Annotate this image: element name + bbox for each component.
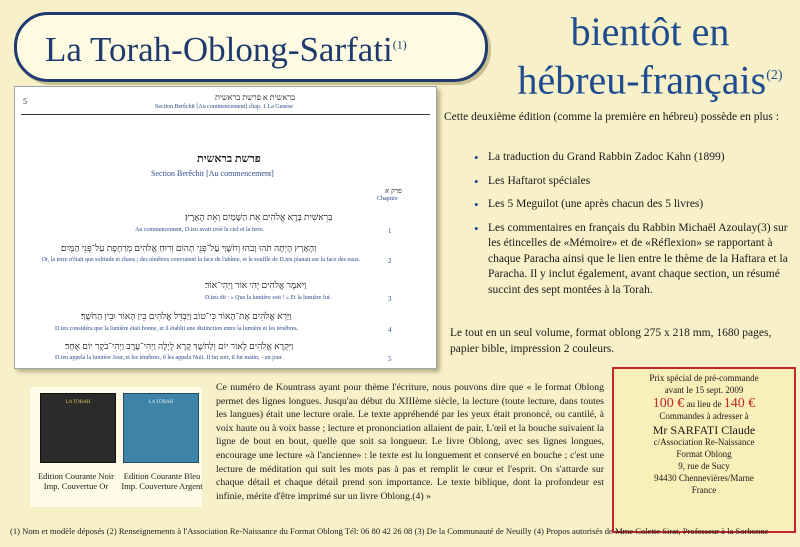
verse-number: 3 — [388, 295, 392, 303]
soon-heading: bientôt en hébreu-français$^{(2)}$ — [517, 9, 783, 103]
preview-chapter-label: Chapitre — [377, 196, 398, 202]
title-box — [14, 12, 488, 82]
cover-title: LA TORAH — [65, 400, 91, 405]
caption-blue-edition: Edition Courante Bleu Imp. Couverture Argent — [121, 471, 203, 491]
list-item: • Les Haftarot spéciales — [474, 173, 591, 189]
verse-hebrew: וַיִּקְרָא אֱלֹהִים לָאוֹר יוֹם וְלַחֹשֶׁךְ קָרָא לָיְלָה וַיְהִי־עֶרֶב וַיְהִי־בֹקֶר יוֹם אֶחָד׃ — [65, 341, 294, 351]
bullet-icon: • — [474, 173, 479, 189]
list-item: • Les commentaires en français du Rabbin Michaël Azoulay(3) sur les étincelles de «Mémoire» et de «Réflexion» se rapportant à chaque Paracha ainsi que le lien entre le thème de la Haftara et la Paracha. Il y inclut également, avant chaque section, un résumé succint des sept montées à la Torah. — [474, 220, 788, 296]
main-title: La Torah-Oblong-Sarfati$^{(1)}$ — [45, 30, 407, 69]
contact-name: Mr SARFATI Claude — [652, 423, 756, 437]
verse-hebrew: וַיֹּאמֶר אֱלֹהִים יְהִי אוֹר וַיְהִי־אוֹר׃ — [205, 280, 307, 290]
verse-number: 4 — [388, 326, 392, 334]
caption-black-edition: Edition Courante Noir Imp. Couvertue Or — [37, 471, 114, 491]
preview-rule — [21, 114, 430, 115]
preview-running-head-french: Section Berêchit [Au commencement] chap. 1 La Genèse — [155, 104, 293, 110]
verse-hebrew: וְהָאָרֶץ הָיְתָה תֹהוּ וָבֹהוּ וְחֹשֶׁךְ עַל־פְּנֵי תְהוֹם וְרוּחַ אֱלֹהִים מְרַחֶפֶת עַל־פְּנֵי הַמָּיִם׃ — [61, 243, 317, 253]
page-preview — [14, 86, 437, 369]
preview-hebrew-heading: פרשת בראשית — [197, 153, 261, 165]
verse-hebrew: בְּרֵאשִׁית בָּרָא אֱלֹהִים אֵת הַשָּׁמַיִם וְאֵת הָאָרֶץ׃ — [185, 212, 333, 222]
verse-french: D.ieu considéra que la lumière était bonne, et il établit une distinction entre la lumière et les ténèbres. — [55, 326, 299, 332]
intro-paragraph: Cette deuxième édition (comme la première en hébreu) possède en plus : — [444, 111, 779, 123]
feature-list — [474, 150, 794, 306]
preview-running-head-hebrew: בראשית א פרשת בראשית — [215, 93, 295, 102]
preview-page-number: 5 — [23, 97, 27, 106]
verse-french: Or, la terre n'était que solitude et chaos ; des ténèbres couvraient la face de l'abîme, et le souffle de D.ieu planait sur la face des eaux. — [41, 257, 361, 263]
verse-number: 5 — [388, 355, 392, 363]
verse-hebrew: וַיַּרְא אֱלֹהִים אֶת־הָאוֹר כִּי־טוֹב וַיַּבְדֵּל אֱלֹהִים בֵּין הָאוֹר וּבֵין הַחֹשֶׁךְ׃ — [81, 311, 292, 321]
bullet-icon: • — [474, 197, 479, 212]
verse-french: D.ieu appela la lumière Jour, et les ténèbres, il les appela Nuit. Il fut soir, il fut matin, - un jour. — [55, 355, 283, 361]
bullet-icon: • — [474, 220, 479, 236]
book-cover-blue — [123, 393, 199, 463]
summary-paragraph: Le tout en un seul volume, format oblong 275 x 218 mm, 1680 pages, papier bible, impression 2 couleurs. — [450, 327, 772, 355]
verse-french: Au commencement, D.ieu avait créé le ciel et la terre. — [135, 227, 265, 233]
list-item: • La traduction du Grand Rabbin Zadoc Kahn (1899) — [474, 150, 725, 165]
footnotes: (1) Nom et modèle déposés (2) Renseignements à l'Association Re-Naissance du Format Oblong Tél: 06 80 42 26 08 (3) De la Communauté de Neuilly (4) Propos autorisés de Mme Colette Sirat, Professeur à la Sorbonne — [10, 526, 769, 536]
verse-number: 1 — [388, 227, 392, 235]
verse-number: 2 — [388, 257, 392, 265]
bullet-icon: • — [474, 150, 479, 165]
cover-title: LA TORAH — [148, 400, 174, 405]
price-line: 100 € au lieu de 140 € — [652, 396, 756, 411]
preorder-box: Prix spécial de pré-commande avant le 15 sept. 2009 100 € au lieu de 140 € Commandes à adresser à Mr SARFATI Claude c/Association Re-Naissance Format Oblong 9, rue de Sucy 94430 Chennevières/Marne France — [612, 367, 796, 533]
book-cover-black — [40, 393, 116, 463]
book-covers — [30, 387, 202, 507]
preview-chapter-hebrew: פרק א — [385, 187, 402, 195]
verse-french: D.ieu dit : « Que la lumière soit ! » Et la lumière fut. — [205, 295, 332, 301]
list-item: • Les 5 Meguilot (une après chacun des 5 livres) — [474, 197, 704, 212]
preview-section-title: Section Berêchit [Au commencement] — [151, 169, 274, 178]
quote-paragraph: Ce numéro de Kountrass ayant pour thème l'écriture, nous pouvons dire que « le format Oblong permet des lignes longues. Jusqu'au début du XIIIème siècle, la lecture (toute lecture, dans toutes les langues) était une lecture orale. Le texte appréhendé par les yeux était prononcé, ou cantilé, à voix haute ou à voix basse ; lecture et prononciation allaient de pair. L'œil et la bouche suivaient la ligne de bout en bout, quelle que soit sa longueur. Le livre Oblong, avec ses lignes longues, encourage une lecture «à l'ancienne» : le texte est lu longuement et conservé en bouche ; c'est une lecture de méditation qui suit les mots pas à pas et remplit le cœur et l'esprit. On s'attarde sur chaque détail et chaque détail prend son importance. Le texte biblique, dont la profondeur est infinie, mérite d'être imprimé sur un livre Oblong.(4) » — [216, 382, 604, 502]
